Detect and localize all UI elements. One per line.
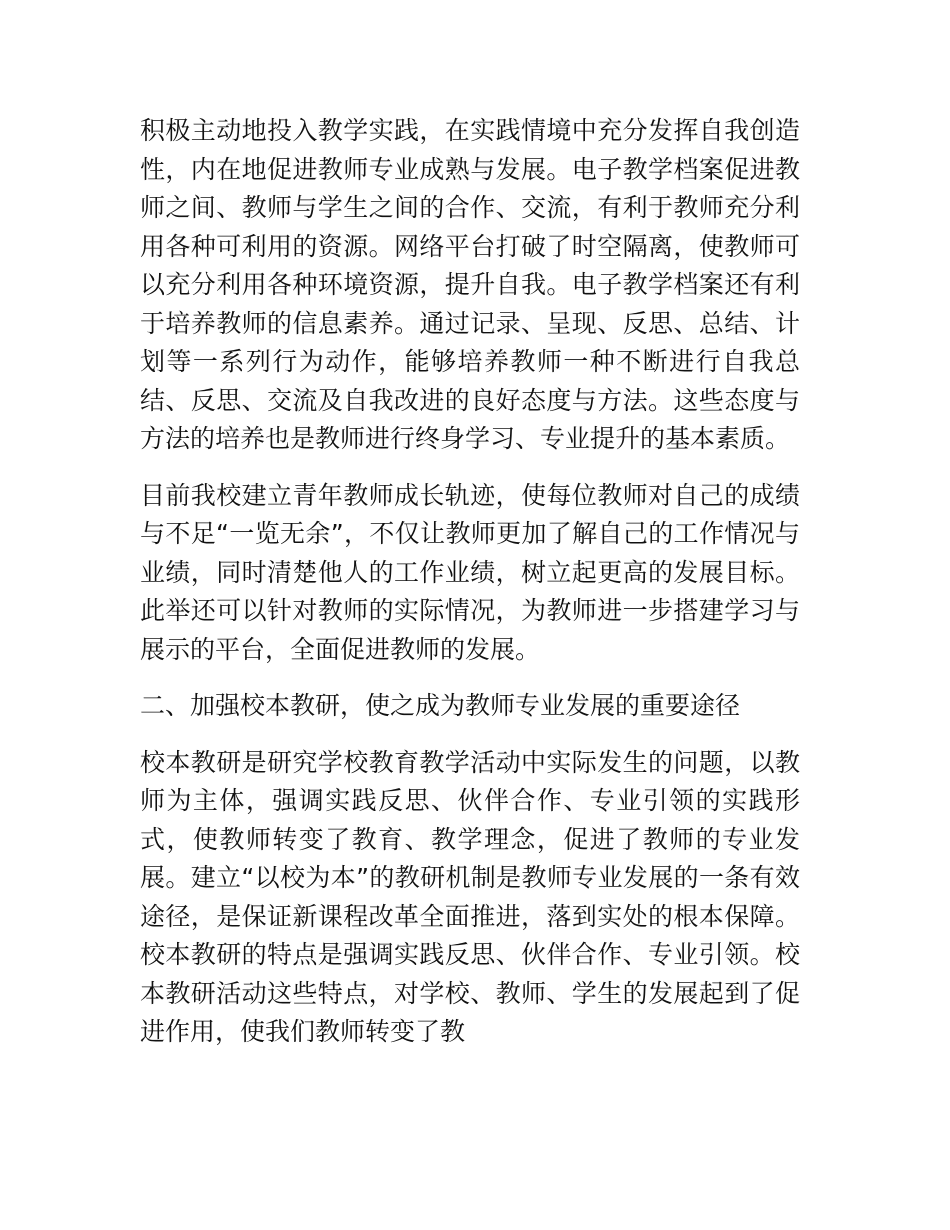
paragraph-school-research: 校本教研是研究学校教育教学活动中实际发生的问题，以教师为主体，强调实践反思、伙伴合作、专业引领的实践形式，使教师转变了教育、教学理念，促进了教师的专业发展。建立“以校为本”的教研机制是教师专业发展的一条有效途径，是保证新课程改革全面推进，落到实处的根本保障。校本教研的特点是强调实践反思、伙伴合作、专业引领。校本教研活动这些特点，对学校、教师、学生的发展起到了促进作用，使我们教师转变了教 — [140, 747, 800, 1046]
paragraph-portfolio-benefits: 积极主动地投入教学实践，在实践情境中充分发挥自我创造性，内在地促进教师专业成熟与发展。电子教学档案促进教师之间、教师与学生之间的合作、交流，有利于教师充分利用各种可利用的资源。网络平台打破了时空隔离，使教师可以充分利用各种环境资源，提升自我。电子教学档案还有利于培养教师的信息素养。通过记录、呈现、反思、总结、计划等一系列行为动作，能够培养教师一种不断进行自我总结、反思、交流及自我改进的良好态度与方法。这些态度与方法的培养也是教师进行终身学习、专业提升的基本素质。 — [140, 116, 800, 453]
document-body — [140, 112, 800, 1070]
paragraph-growth-track: 目前我校建立青年教师成长轨迹，使每位教师对自己的成绩与不足“一览无余”，不仅让教师更加了解自己的工作情况与业绩，同时清楚他人的工作业绩，树立起更高的发展目标。此举还可以针对教师的实际情况，为教师进一步搭建学习与展示的平台，全面促进教师的发展。 — [140, 480, 800, 664]
section-heading: 二、加强校本教研，使之成为教师专业发展的重要途径 — [140, 691, 741, 720]
